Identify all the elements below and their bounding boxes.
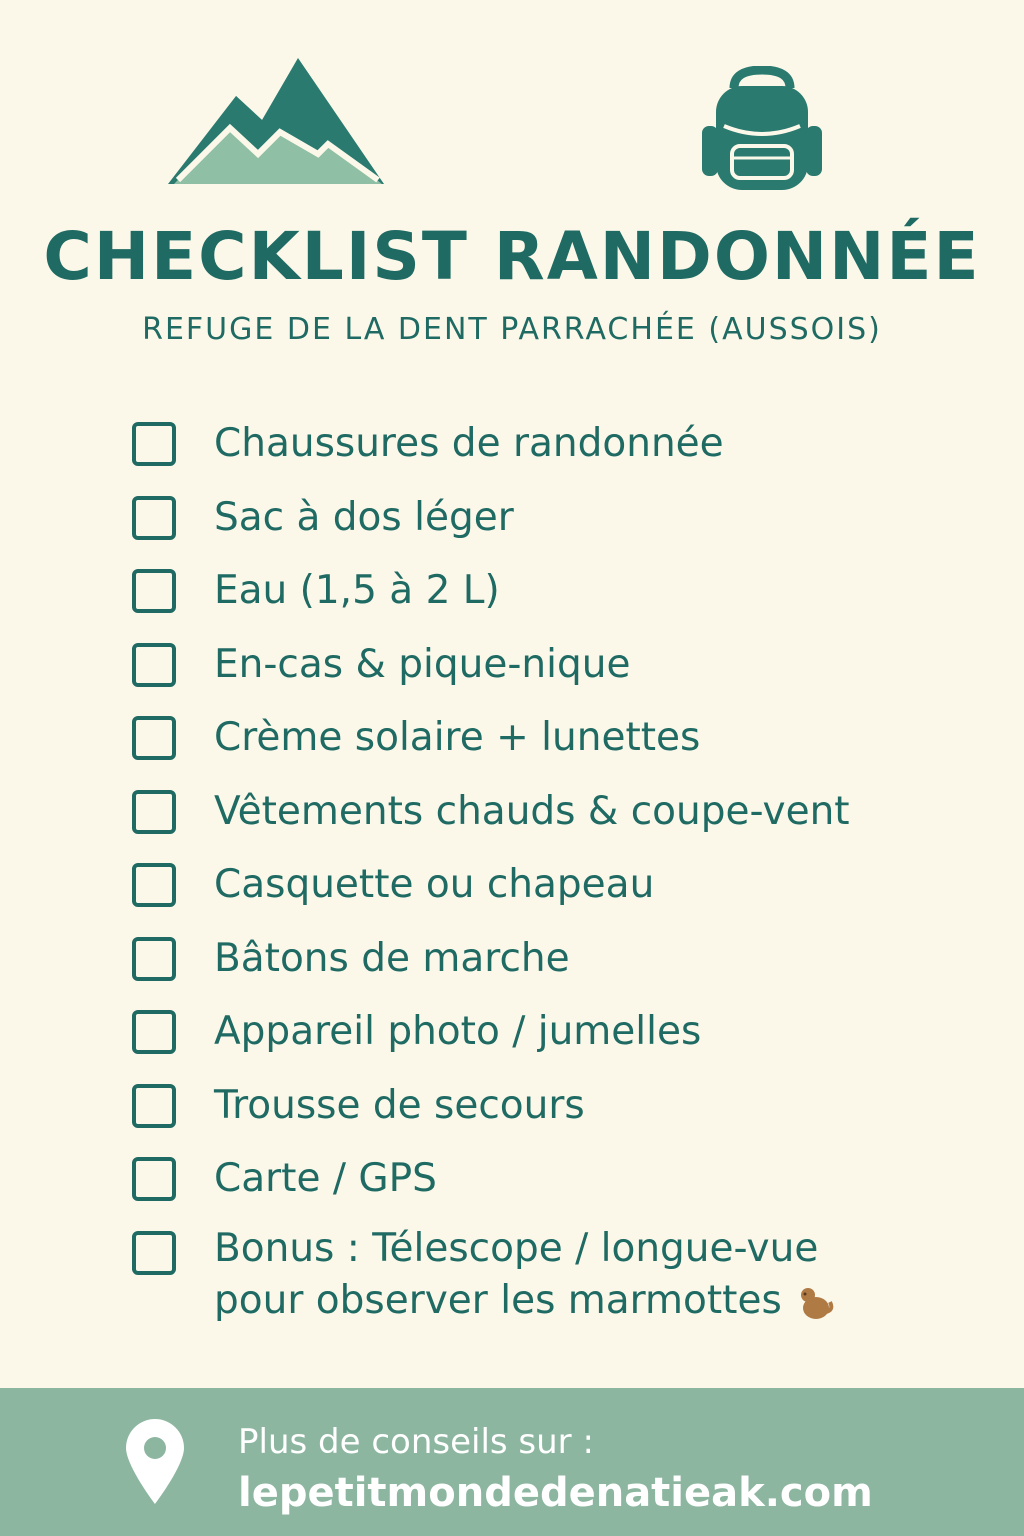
checklist-item-label: Eau (1,5 à 2 L) (214, 568, 500, 613)
checkbox[interactable] (132, 643, 176, 687)
checklist-item[interactable] (132, 714, 992, 788)
checkbox[interactable] (132, 422, 176, 466)
checkbox[interactable] (132, 496, 176, 540)
checkbox[interactable] (132, 1157, 176, 1201)
checklist-item[interactable] (132, 788, 992, 862)
page-subtitle: REFUGE DE LA DENT PARRACHÉE (AUSSOIS) (142, 312, 882, 347)
checklist-item[interactable] (132, 567, 992, 641)
checklist-item[interactable] (132, 935, 992, 1009)
checklist-item-label: Trousse de secours (214, 1082, 585, 1128)
footer-link[interactable]: lepetitmondedenatieak.com (238, 1470, 873, 1516)
checklist-item-label: Crème solaire + lunettes (214, 715, 701, 760)
checklist-item-label: Sac à dos léger (214, 494, 514, 540)
checklist-item-label: Appareil photo / jumelles (214, 1009, 702, 1054)
checkbox[interactable] (132, 863, 176, 907)
checklist-item[interactable] (132, 1155, 992, 1229)
footer-banner (0, 1388, 1024, 1536)
checklist-item-label: Bâtons de marche (214, 935, 570, 981)
checklist-item[interactable] (132, 494, 992, 568)
checklist (132, 420, 992, 1323)
checkbox[interactable] (132, 1084, 176, 1128)
checklist-item-label: Bonus : Télescope / longue-vue pour observer les marmottes (214, 1225, 819, 1323)
checkbox[interactable] (132, 790, 176, 834)
checklist-item[interactable] (132, 420, 992, 494)
checklist-item-label: Chaussures de randonnée (214, 421, 724, 466)
checklist-item-label: Casquette ou chapeau (214, 862, 655, 907)
checkbox[interactable] (132, 937, 176, 981)
marmot-icon (796, 1284, 834, 1320)
checklist-item-label: Carte / GPS (214, 1156, 437, 1201)
checkbox[interactable] (132, 569, 176, 613)
page-title: CHECKLIST RANDONNÉE (43, 218, 981, 295)
checkbox[interactable] (132, 716, 176, 760)
checklist-item-label: En-cas & pique-nique (214, 641, 631, 687)
checklist-item[interactable] (132, 1082, 992, 1156)
checklist-item[interactable] (132, 861, 992, 935)
checklist-item-bonus[interactable] (132, 1225, 992, 1323)
backpack-icon (700, 66, 824, 192)
checklist-item-label: Vêtements chauds & coupe-vent (214, 788, 850, 834)
mountain-icon (168, 56, 384, 188)
footer-text: Plus de conseils sur : (238, 1422, 594, 1462)
checklist-item[interactable] (132, 1008, 992, 1082)
checklist-item-label-wrap (214, 1223, 914, 1327)
checkbox[interactable] (132, 1010, 176, 1054)
location-pin-icon (124, 1418, 186, 1506)
checkbox[interactable] (132, 1231, 176, 1275)
checklist-item[interactable] (132, 641, 992, 715)
